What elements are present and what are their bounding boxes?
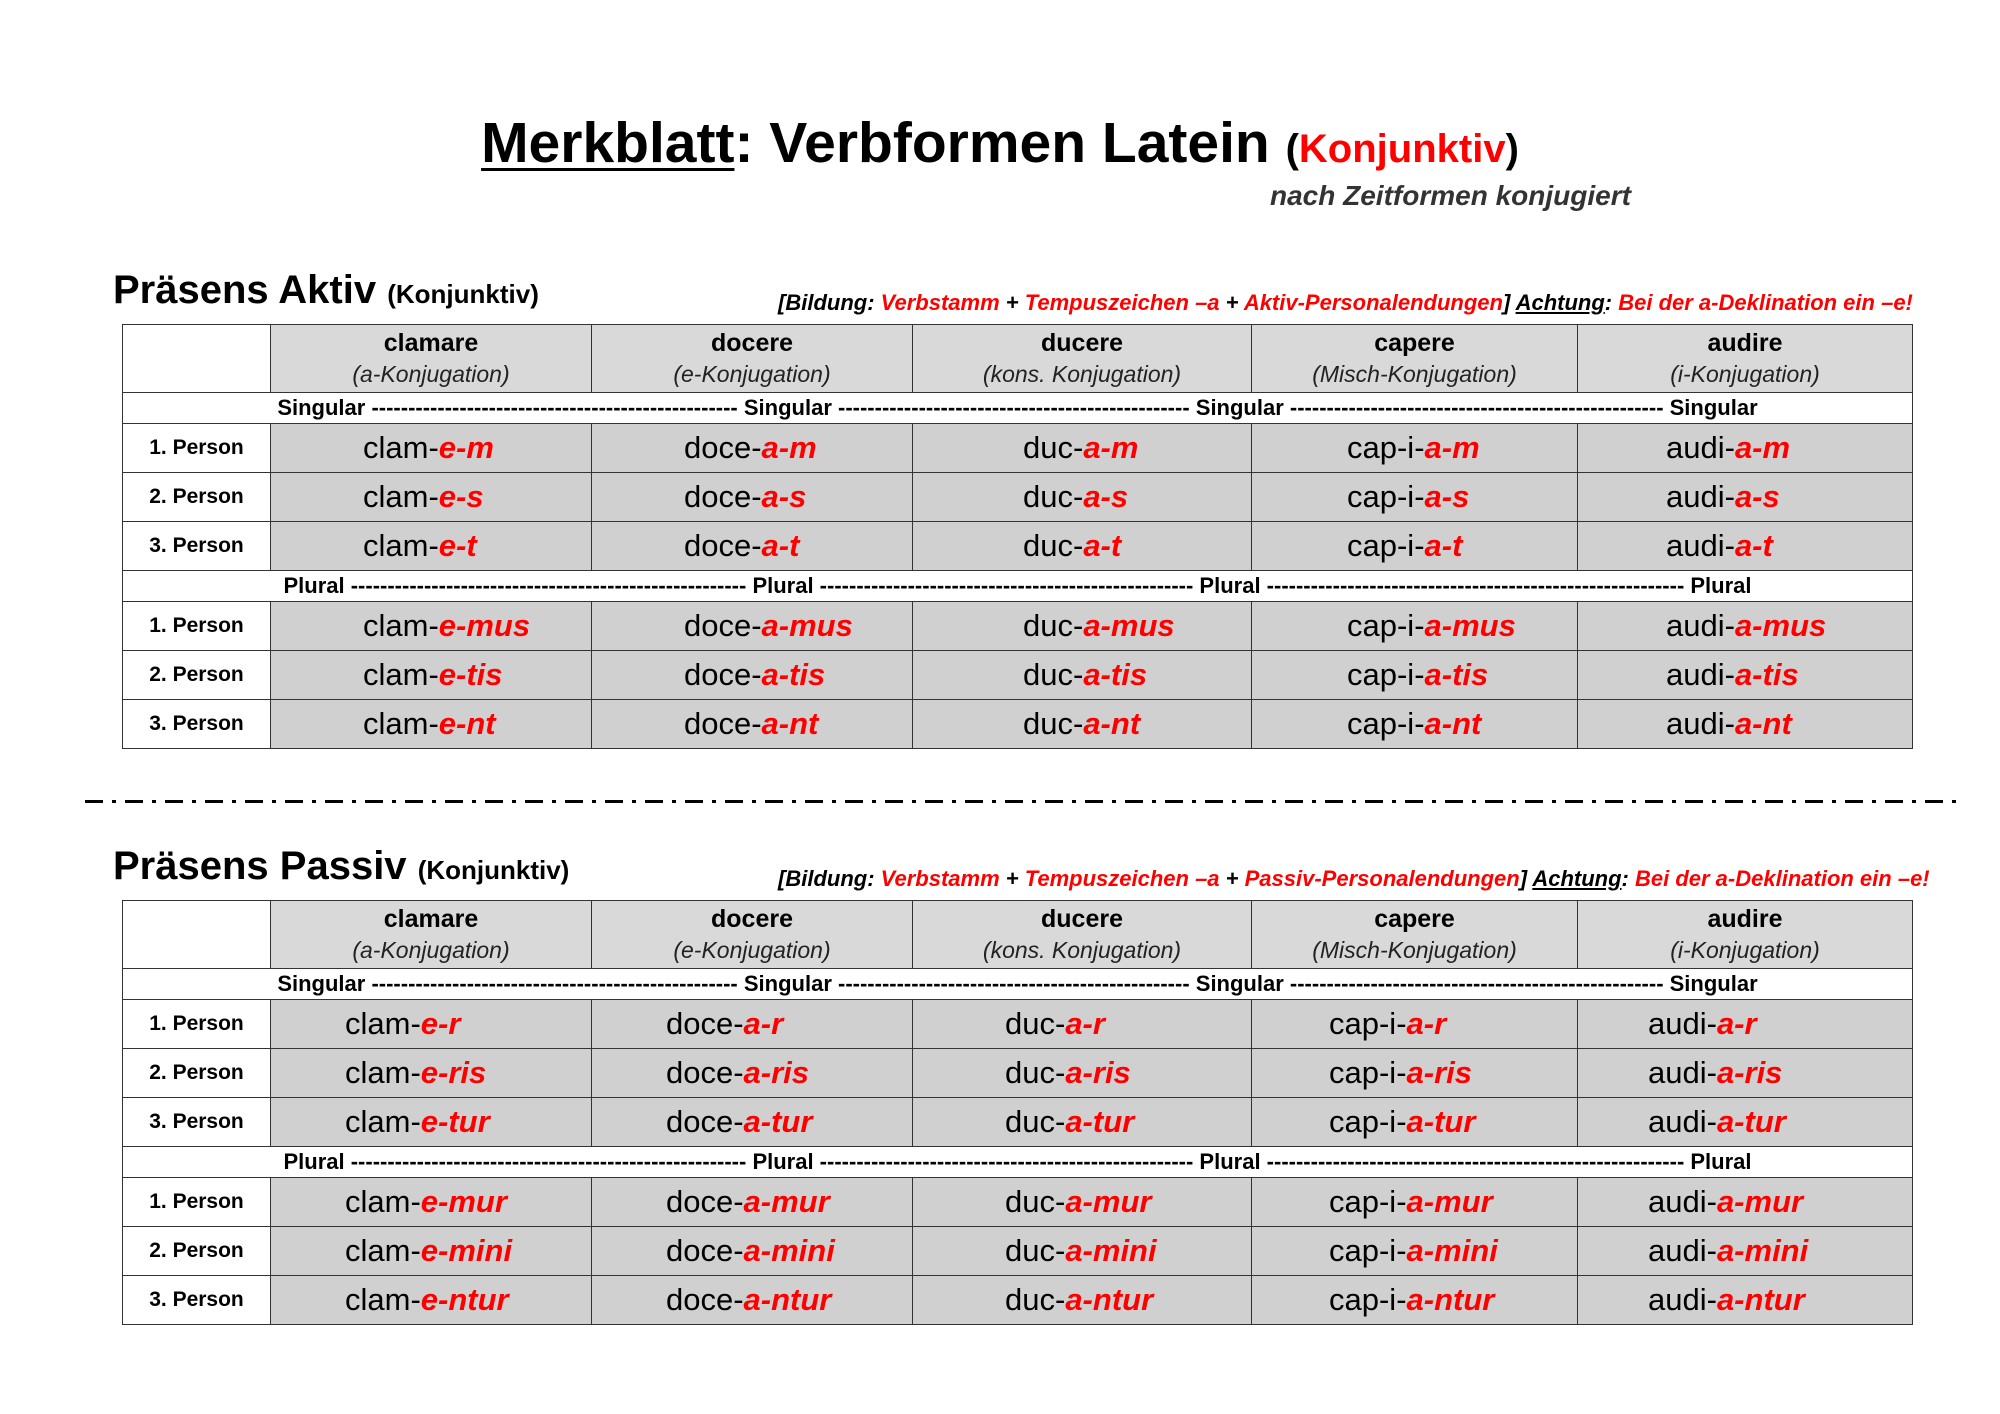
verb-stem: doce- <box>666 1184 744 1219</box>
verb-form-cell <box>1578 424 1913 473</box>
verb-ending: e-tur <box>420 1104 490 1139</box>
verb-header <box>913 325 1252 393</box>
verb-form-cell <box>592 424 913 473</box>
verb-stem: cap-i- <box>1329 1282 1407 1317</box>
title-paren-close: ) <box>1505 127 1519 171</box>
verb-stem: duc- <box>1023 479 1084 514</box>
verb-form-cell <box>1578 1178 1913 1227</box>
person-row <box>123 1098 1913 1147</box>
verb-ending: a-ris <box>1065 1055 1131 1090</box>
verb-ending: a-r <box>1406 1006 1447 1041</box>
verb-ending: a-tis <box>1083 657 1148 692</box>
section-heading-passiv <box>113 844 569 889</box>
verb-ending: a-mini <box>743 1233 835 1268</box>
verb-stem: cap-i- <box>1347 608 1425 643</box>
plural-separator-label: Plural ------------------------------------------------------ Plural --------------------------------------------------- Plural --------------------------------------------------------- Plural <box>123 571 1913 602</box>
section-title: Präsens Passiv <box>113 844 407 888</box>
verb-name: clamare <box>383 904 479 933</box>
verb-ending: a-ntur <box>1065 1282 1154 1317</box>
verb-stem: clam- <box>363 608 439 643</box>
conjugation-class: (Misch-Konjugation) <box>1312 936 1517 963</box>
verb-stem: cap-i- <box>1329 1184 1407 1219</box>
verb-ending: a-tis <box>761 657 826 692</box>
verb-form-cell <box>1252 1098 1578 1147</box>
person-label: 1. Person <box>123 1000 271 1049</box>
verb-ending: e-r <box>420 1006 461 1041</box>
verb-form-cell <box>1578 651 1913 700</box>
bildung-plus2: + <box>1219 290 1244 315</box>
verb-ending: a-t <box>1083 528 1122 563</box>
page-title <box>0 108 2000 184</box>
verb-form-cell <box>913 522 1252 571</box>
bildung-open: [Bildung: <box>778 866 881 891</box>
verb-stem: audi- <box>1648 1233 1717 1268</box>
conjugation-table <box>122 324 1913 749</box>
conjugation-class: (a-Konjugation) <box>352 936 510 963</box>
verb-stem: duc- <box>1023 430 1084 465</box>
verb-ending: a-ntur <box>1406 1282 1495 1317</box>
singular-separator-label: Singular -------------------------------------------------- Singular ------------------------------------------------ Singular --------------------------------------------------- Singular <box>123 393 1913 424</box>
verb-ending: a-ntur <box>1716 1282 1805 1317</box>
verb-form-cell <box>592 1098 913 1147</box>
verb-ending: a-r <box>743 1006 784 1041</box>
verb-form-cell <box>1578 602 1913 651</box>
verb-ending: a-m <box>1734 430 1791 465</box>
verb-ending: a-m <box>1424 430 1480 465</box>
person-row <box>123 424 1913 473</box>
verb-ending: a-m <box>1083 430 1139 465</box>
bildung-part1: Verbstamm <box>880 290 1000 315</box>
verb-stem: audi- <box>1648 1104 1717 1139</box>
plural-separator <box>123 571 1913 602</box>
corner-cell <box>123 901 271 969</box>
verb-ending: a-tur <box>1065 1104 1135 1139</box>
verb-ending: e-mus <box>438 608 531 643</box>
verb-ending: a-tur <box>743 1104 813 1139</box>
verb-stem: clam- <box>345 1282 421 1317</box>
verb-ending: a-mini <box>1406 1233 1498 1268</box>
corner-cell <box>123 325 271 393</box>
person-label: 2. Person <box>123 473 271 522</box>
section-divider <box>85 800 1965 803</box>
verb-header <box>271 325 592 393</box>
verb-ending: a-t <box>761 528 800 563</box>
verb-stem: cap-i- <box>1347 430 1425 465</box>
person-label: 3. Person <box>123 1276 271 1325</box>
verb-ending: a-mus <box>1734 608 1827 643</box>
verb-form-cell <box>1252 1049 1578 1098</box>
verb-form-cell <box>1252 424 1578 473</box>
verb-form-cell <box>592 1227 913 1276</box>
verb-form-cell <box>913 700 1252 749</box>
verb-stem: audi- <box>1666 608 1735 643</box>
header-row <box>123 901 1913 969</box>
verb-form-cell <box>913 651 1252 700</box>
verb-form-cell <box>1252 602 1578 651</box>
person-label: 1. Person <box>123 602 271 651</box>
verb-header <box>1578 325 1913 393</box>
verb-stem: cap-i- <box>1347 706 1425 741</box>
verb-ending: a-r <box>1065 1006 1105 1041</box>
verb-stem: duc- <box>1005 1055 1066 1090</box>
verb-stem: doce- <box>666 1055 744 1090</box>
bildung-achtung: Achtung <box>1532 866 1622 891</box>
verb-form-cell <box>913 1276 1252 1325</box>
bildung-warning: Bei der a-Deklination ein –e! <box>1612 290 1913 315</box>
verb-name: ducere <box>1041 904 1123 933</box>
bildung-colon: : <box>1604 290 1613 315</box>
title-rest: : Verbformen Latein <box>734 111 1286 175</box>
verb-form-cell <box>913 473 1252 522</box>
verb-stem: clam- <box>363 430 439 465</box>
bildung-warning: Bei der a-Deklination ein –e! <box>1628 866 1930 891</box>
bildung-achtung: Achtung <box>1515 290 1605 315</box>
section-title-small: (Konjunktiv) <box>417 855 570 885</box>
verb-stem: cap-i- <box>1329 1055 1407 1090</box>
verb-form-cell <box>1578 700 1913 749</box>
verb-ending: e-ntur <box>420 1282 509 1317</box>
singular-separator <box>123 393 1913 424</box>
person-row <box>123 1227 1913 1276</box>
verb-form-cell <box>1252 1276 1578 1325</box>
conjugation-class: (kons. Konjugation) <box>982 360 1182 387</box>
verb-stem: duc- <box>1005 1184 1066 1219</box>
verb-header <box>592 325 913 393</box>
section-title-small: (Konjunktiv) <box>387 279 539 309</box>
verb-ending: a-mini <box>1716 1233 1809 1268</box>
verb-name: audire <box>1707 328 1783 357</box>
verb-stem: doce- <box>684 657 762 692</box>
person-row <box>123 1178 1913 1227</box>
verb-stem: duc- <box>1005 1006 1066 1041</box>
bildung-part2: Tempuszeichen –a <box>1024 866 1220 891</box>
verb-stem: duc- <box>1005 1282 1066 1317</box>
verb-ending: a-ris <box>743 1055 810 1090</box>
verb-stem: cap-i- <box>1329 1233 1407 1268</box>
verb-ending: e-ris <box>420 1055 487 1090</box>
verb-stem: cap-i- <box>1347 479 1425 514</box>
bildung-close: ] <box>1519 866 1528 891</box>
verb-stem: audi- <box>1648 1006 1717 1041</box>
verb-form-cell <box>913 1178 1252 1227</box>
verb-ending: e-s <box>438 479 484 514</box>
verb-ending: e-m <box>438 430 494 465</box>
verb-ending: a-t <box>1424 528 1463 563</box>
verb-stem: clam- <box>363 657 439 692</box>
verb-form-cell <box>271 651 592 700</box>
verb-stem: doce- <box>666 1233 744 1268</box>
verb-ending: a-ris <box>1406 1055 1472 1090</box>
verb-header <box>913 901 1252 969</box>
verb-ending: a-s <box>1083 479 1129 514</box>
bildung-open: [Bildung: <box>778 290 881 315</box>
verb-ending: a-tis <box>1424 657 1489 692</box>
verb-form-cell <box>1578 1000 1913 1049</box>
verb-ending: a-nt <box>761 706 819 741</box>
verb-ending: a-mur <box>743 1184 830 1219</box>
verb-name: clamare <box>383 328 479 357</box>
singular-separator-label: Singular -------------------------------------------------- Singular ------------------------------------------------ Singular --------------------------------------------------- Singular <box>123 969 1913 1000</box>
conjugation-class: (a-Konjugation) <box>352 360 510 387</box>
verb-header <box>271 901 592 969</box>
verb-header <box>1578 901 1913 969</box>
verb-ending: a-s <box>1424 479 1470 514</box>
verb-form-cell <box>592 522 913 571</box>
verb-ending: a-nt <box>1424 706 1482 741</box>
bildung-part1: Verbstamm <box>880 866 1000 891</box>
verb-stem: cap-i- <box>1329 1104 1407 1139</box>
conjugation-table <box>122 900 1913 1325</box>
conjugation-class: (kons. Konjugation) <box>982 936 1182 963</box>
verb-form-cell <box>1578 1049 1913 1098</box>
verb-form-cell <box>592 1049 913 1098</box>
conjugation-class: (i-Konjugation) <box>1670 936 1820 963</box>
verb-ending: a-r <box>1716 1006 1757 1041</box>
verb-form-cell <box>271 424 592 473</box>
verb-form-cell <box>271 1227 592 1276</box>
person-row <box>123 1276 1913 1325</box>
verb-form-cell <box>271 1000 592 1049</box>
verb-form-cell <box>271 700 592 749</box>
verb-stem: duc- <box>1005 1233 1066 1268</box>
bildung-part3: Aktiv-Personalendungen <box>1243 290 1503 315</box>
verb-form-cell <box>592 602 913 651</box>
verb-name: docere <box>711 328 793 357</box>
person-row <box>123 473 1913 522</box>
verb-form-cell <box>271 1178 592 1227</box>
plural-separator <box>123 1147 1913 1178</box>
person-row <box>123 651 1913 700</box>
verb-stem: doce- <box>684 430 762 465</box>
verb-stem: audi- <box>1648 1184 1717 1219</box>
verb-header <box>1252 325 1578 393</box>
verb-form-cell <box>271 1098 592 1147</box>
verb-ending: e-tis <box>438 657 503 692</box>
header-row <box>123 325 1913 393</box>
verb-form-cell <box>271 473 592 522</box>
verb-ending: a-t <box>1734 528 1773 563</box>
verb-name: ducere <box>1041 328 1123 357</box>
verb-form-cell <box>1252 1227 1578 1276</box>
verb-form-cell <box>1578 1276 1913 1325</box>
verb-ending: a-s <box>761 479 807 514</box>
verb-form-cell <box>1578 1227 1913 1276</box>
verb-header <box>592 901 913 969</box>
verb-stem: clam- <box>345 1055 421 1090</box>
verb-form-cell <box>1252 651 1578 700</box>
section-heading-aktiv <box>113 268 539 313</box>
verb-stem: doce- <box>684 608 762 643</box>
bildung-plus1: + <box>999 866 1025 891</box>
verb-ending: a-tur <box>1716 1104 1786 1139</box>
verb-form-cell <box>1578 1098 1913 1147</box>
bildung-plus2: + <box>1219 866 1245 891</box>
verb-ending: e-nt <box>438 706 496 741</box>
plural-separator-label: Plural ------------------------------------------------------ Plural --------------------------------------------------- Plural --------------------------------------------------------- Plural <box>123 1147 1913 1178</box>
verb-stem: cap-i- <box>1347 528 1425 563</box>
title-highlight: Konjunktiv <box>1298 127 1506 171</box>
verb-ending: a-mur <box>1065 1184 1152 1219</box>
verb-form-cell <box>1578 522 1913 571</box>
verb-ending: a-mur <box>1716 1184 1804 1219</box>
verb-stem: duc- <box>1023 528 1084 563</box>
verb-stem: doce- <box>684 706 762 741</box>
verb-stem: duc- <box>1023 657 1084 692</box>
person-label: 2. Person <box>123 1227 271 1276</box>
verb-stem: clam- <box>363 479 439 514</box>
verb-form-cell <box>913 602 1252 651</box>
verb-ending: e-mur <box>420 1184 507 1219</box>
person-label: 3. Person <box>123 1098 271 1147</box>
verb-ending: a-tis <box>1734 657 1799 692</box>
conjugation-class: (i-Konjugation) <box>1670 360 1820 387</box>
verb-ending: e-t <box>438 528 477 563</box>
verb-ending: a-mus <box>761 608 853 643</box>
verb-stem: duc- <box>1023 608 1084 643</box>
person-label: 3. Person <box>123 522 271 571</box>
person-label: 3. Person <box>123 700 271 749</box>
verb-ending: a-nt <box>1083 706 1141 741</box>
verb-ending: a-mus <box>1424 608 1516 643</box>
verb-stem: audi- <box>1648 1282 1717 1317</box>
verb-ending: a-tur <box>1406 1104 1476 1139</box>
verb-stem: audi- <box>1666 479 1735 514</box>
person-label: 2. Person <box>123 1049 271 1098</box>
person-row <box>123 1000 1913 1049</box>
bildung-plus1: + <box>999 290 1025 315</box>
verb-form-cell <box>913 1049 1252 1098</box>
bildung-colon: : <box>1621 866 1629 891</box>
person-label: 1. Person <box>123 424 271 473</box>
verb-form-cell <box>271 1276 592 1325</box>
verb-form-cell <box>913 1227 1252 1276</box>
verb-name: capere <box>1374 904 1455 933</box>
verb-ending: a-nt <box>1734 706 1792 741</box>
verb-form-cell <box>271 522 592 571</box>
verb-stem: doce- <box>684 528 762 563</box>
verb-stem: clam- <box>345 1184 421 1219</box>
verb-name: audire <box>1707 904 1783 933</box>
verb-form-cell <box>592 700 913 749</box>
verb-ending: a-s <box>1734 479 1780 514</box>
verb-form-cell <box>592 651 913 700</box>
verb-form-cell <box>592 1178 913 1227</box>
verb-form-cell <box>271 1049 592 1098</box>
verb-form-cell <box>1252 1000 1578 1049</box>
verb-ending: a-ris <box>1716 1055 1783 1090</box>
verb-stem: cap-i- <box>1347 657 1425 692</box>
verb-form-cell <box>592 473 913 522</box>
verb-stem: doce- <box>666 1006 744 1041</box>
verb-ending: a-mur <box>1406 1184 1493 1219</box>
verb-stem: clam- <box>363 706 439 741</box>
verb-form-cell <box>913 1000 1252 1049</box>
verb-form-cell <box>1252 473 1578 522</box>
verb-stem: clam- <box>363 528 439 563</box>
verb-ending: a-mus <box>1083 608 1175 643</box>
section-title: Präsens Aktiv <box>113 268 377 312</box>
bildung-part3: Passiv-Personalendungen <box>1244 866 1520 891</box>
verb-stem: audi- <box>1648 1055 1717 1090</box>
title-main: Merkblatt <box>481 111 735 175</box>
bildung-close: ] <box>1502 290 1511 315</box>
verb-name: capere <box>1374 328 1455 357</box>
singular-separator <box>123 969 1913 1000</box>
title-paren-open: ( <box>1285 127 1299 171</box>
person-row <box>123 602 1913 651</box>
bildung-part2: Tempuszeichen –a <box>1024 290 1220 315</box>
verb-form-cell <box>1252 700 1578 749</box>
verb-stem: clam- <box>345 1104 421 1139</box>
conjugation-class: (e-Konjugation) <box>673 360 831 387</box>
verb-stem: doce- <box>684 479 762 514</box>
verb-form-cell <box>1578 473 1913 522</box>
verb-stem: audi- <box>1666 657 1735 692</box>
verb-ending: e-mini <box>420 1233 513 1268</box>
verb-stem: clam- <box>345 1006 421 1041</box>
verb-stem: audi- <box>1666 528 1735 563</box>
verb-stem: doce- <box>666 1104 744 1139</box>
verb-stem: audi- <box>1666 706 1735 741</box>
person-row <box>123 1049 1913 1098</box>
person-row <box>123 700 1913 749</box>
bildung-note-aktiv <box>778 290 1913 316</box>
conjugation-class: (e-Konjugation) <box>673 936 831 963</box>
verb-stem: duc- <box>1023 706 1084 741</box>
verb-ending: a-mini <box>1065 1233 1157 1268</box>
verb-form-cell <box>271 602 592 651</box>
verb-ending: a-m <box>761 430 817 465</box>
verb-stem: clam- <box>345 1233 421 1268</box>
verb-stem: audi- <box>1666 430 1735 465</box>
person-row <box>123 522 1913 571</box>
verb-form-cell <box>1252 1178 1578 1227</box>
conjugation-class: (Misch-Konjugation) <box>1312 360 1517 387</box>
person-label: 1. Person <box>123 1178 271 1227</box>
verb-stem: duc- <box>1005 1104 1066 1139</box>
page-subtitle: nach Zeitformen konjugiert <box>1270 180 1631 211</box>
verb-stem: doce- <box>666 1282 744 1317</box>
verb-form-cell <box>913 424 1252 473</box>
verb-stem: cap-i- <box>1329 1006 1407 1041</box>
verb-form-cell <box>592 1276 913 1325</box>
verb-form-cell <box>913 1098 1252 1147</box>
verb-header <box>1252 901 1578 969</box>
verb-form-cell <box>1252 522 1578 571</box>
person-label: 2. Person <box>123 651 271 700</box>
verb-name: docere <box>711 904 793 933</box>
verb-ending: a-ntur <box>743 1282 832 1317</box>
bildung-note-passiv <box>778 866 1930 892</box>
verb-form-cell <box>592 1000 913 1049</box>
